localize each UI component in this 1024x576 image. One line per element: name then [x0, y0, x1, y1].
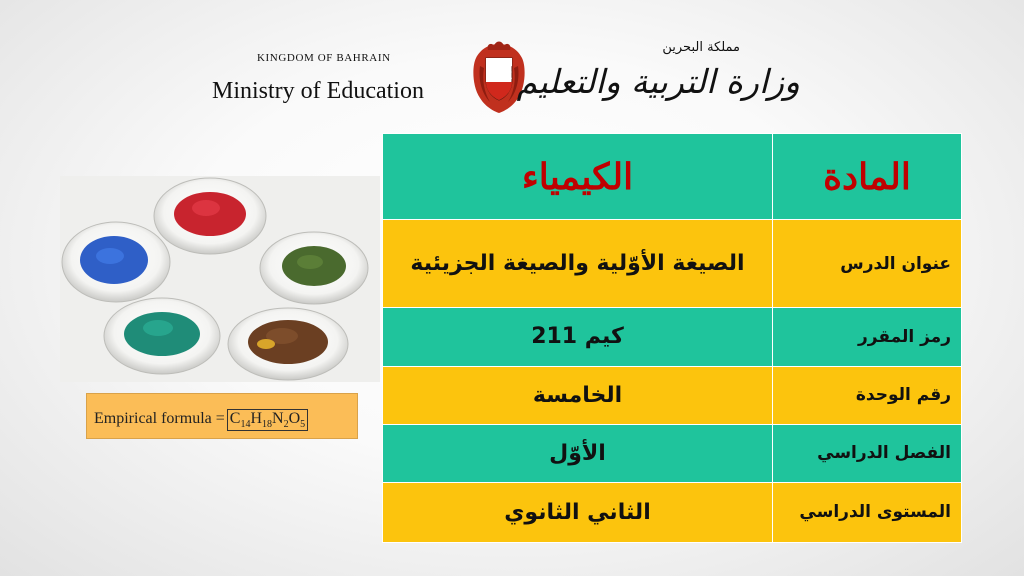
lesson-title-label: عنوان الدرس — [773, 220, 962, 308]
semester-value: الأوّل — [383, 424, 773, 482]
formula-n: N — [272, 410, 284, 427]
formula-c-count: 14 — [240, 419, 251, 431]
unit-number-label: رقم الوحدة — [773, 366, 962, 424]
table-row-unit-number — [383, 366, 962, 424]
formula-o-count: 5 — [300, 419, 306, 431]
unit-number-value: الخامسة — [383, 366, 773, 424]
kingdom-arabic-label: مملكة البحرين — [662, 40, 740, 55]
table-row-course-code — [383, 308, 962, 366]
course-code-value: كيم 211 — [383, 308, 773, 366]
empirical-formula — [94, 409, 308, 431]
table-row-semester — [383, 424, 962, 482]
formula-o: O — [288, 410, 301, 427]
empirical-formula-box — [86, 393, 358, 439]
lesson-title-value: الصيغة الأوّلية والصيغة الجزيئية — [383, 220, 773, 308]
formula-h-count: 18 — [262, 419, 272, 431]
formula-prefix: Empirical formula = — [94, 410, 225, 427]
subject-value: الكيمياء — [383, 134, 773, 220]
formula-chemical — [227, 409, 308, 431]
formula-c: C — [229, 410, 241, 427]
subject-label: المادة — [773, 134, 962, 220]
powders-illustration — [60, 176, 380, 382]
course-code-label: رمز المقرر — [773, 308, 962, 366]
course-info-table — [382, 133, 962, 543]
ministry-arabic-label: وزارة التربية والتعليم — [516, 62, 800, 101]
table-row-lesson-title — [383, 220, 962, 308]
kingdom-label: KINGDOM OF BAHRAIN — [257, 52, 391, 64]
grade-level-value: الثاني الثانوي — [383, 482, 773, 542]
chemical-powders-photo — [60, 176, 380, 382]
table-row-subject — [383, 134, 962, 220]
grade-level-label: المستوى الدراسي — [773, 482, 962, 542]
ministry-label: Ministry of Education — [212, 78, 424, 104]
table-row-grade-level — [383, 482, 962, 542]
formula-h: H — [250, 410, 262, 427]
ministry-arabic-header — [516, 40, 800, 120]
semester-label: الفصل الدراسي — [773, 424, 962, 482]
formula-n-count: 2 — [283, 419, 289, 431]
